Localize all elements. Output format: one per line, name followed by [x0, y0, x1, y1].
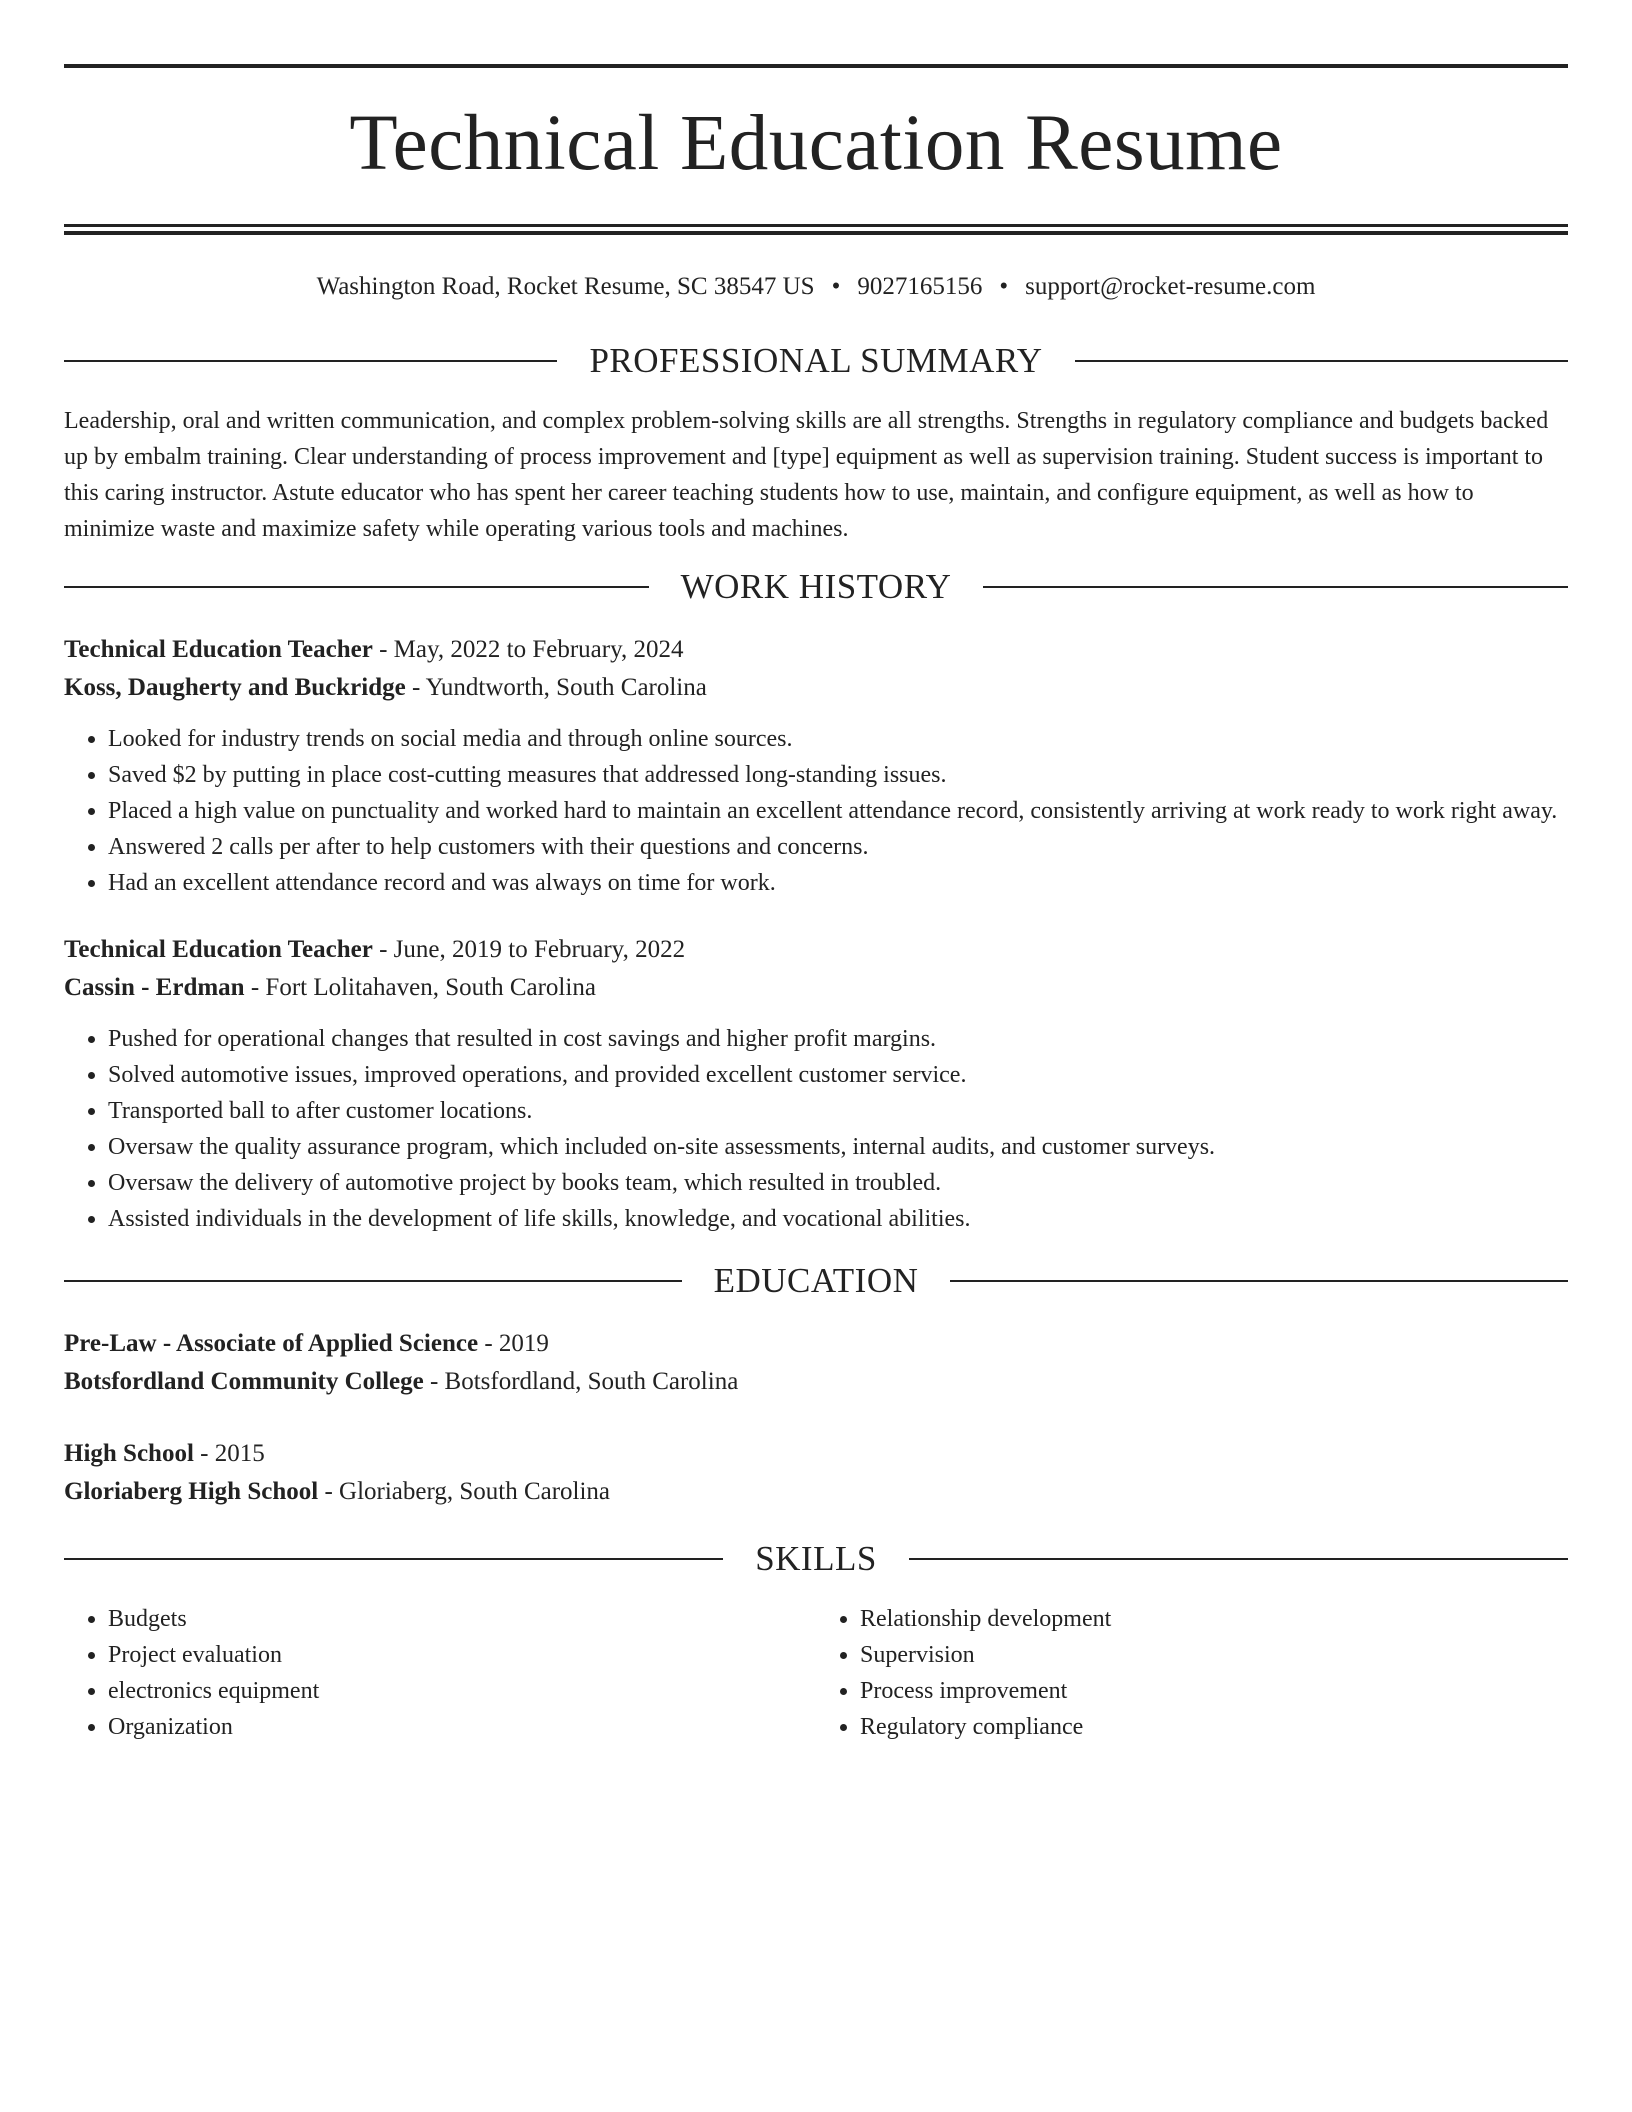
contact-email[interactable]: support@rocket-resume.com: [1025, 273, 1316, 300]
skill-item: • Organization: [108, 1709, 816, 1745]
job-location: - Fort Lolitahaven, South Carolina: [244, 974, 596, 1001]
section-rule-right: [909, 1558, 1568, 1560]
header-top-rule: [64, 64, 1568, 68]
job-bullet: • Had an excellent attendance record and was always on time for work.: [108, 865, 1568, 901]
job-title-line: [64, 931, 1568, 969]
school-location: - Gloriaberg, South Carolina: [318, 1478, 611, 1505]
job-bullet: • Placed a high value on punctuality and worked hard to maintain an excellent attendance record, consistently arriving at work ready to work right away.: [108, 793, 1568, 829]
school-location: - Botsfordland, South Carolina: [423, 1368, 739, 1395]
skill-item: • Regulatory compliance: [860, 1709, 1568, 1745]
section-title: WORK HISTORY: [680, 567, 952, 606]
job-bullet: • Solved automotive issues, improved operations, and provided excellent customer service.: [108, 1057, 1568, 1093]
job-title-line: [64, 631, 1568, 669]
degree-year: - 2015: [193, 1440, 265, 1467]
degree-name: Pre-Law - Associate of Applied Science: [64, 1330, 479, 1357]
skill-item: • Project evaluation: [108, 1637, 816, 1673]
job-bullet: • Oversaw the quality assurance program, which included on-site assessments, internal audits, and customer surveys.: [108, 1129, 1568, 1165]
section-heading-skills: [64, 1537, 1568, 1581]
work-entry: [64, 931, 1568, 1237]
skill-item: • Supervision: [860, 1637, 1568, 1673]
section-title: SKILLS: [755, 1539, 877, 1578]
resume-name: Technical Education Resume: [349, 100, 1283, 187]
header-double-rule: [64, 224, 1568, 235]
section-rule-left: [64, 1558, 723, 1560]
job-bullet: • Transported ball to after customer locations.: [108, 1093, 1568, 1129]
degree-line: [64, 1325, 1568, 1363]
section-rule-left: [64, 1280, 682, 1282]
section-heading-education: [64, 1259, 1568, 1303]
degree-name: High School: [64, 1440, 194, 1467]
job-title: Technical Education Teacher: [64, 636, 373, 663]
job-dates: - May, 2022 to February, 2024: [372, 636, 684, 663]
job-bullet: • Pushed for operational changes that resulted in cost savings and higher profit margins.: [108, 1021, 1568, 1057]
job-bullet: • Oversaw the delivery of automotive project by books team, which resulted in troubled.: [108, 1165, 1568, 1201]
contact-phone[interactable]: 9027165156: [857, 273, 983, 300]
contact-separator: •: [999, 273, 1009, 300]
job-company: Koss, Daugherty and Buckridge: [64, 674, 406, 701]
job-bullet: • Answered 2 calls per after to help customers with their questions and concerns.: [108, 829, 1568, 865]
skill-item: • Budgets: [108, 1601, 816, 1637]
contact-separator: •: [831, 273, 841, 300]
school-line: [64, 1473, 1568, 1511]
job-location: - Yundtworth, South Carolina: [405, 674, 707, 701]
job-bullet: • Looked for industry trends on social media and through online sources.: [108, 721, 1568, 757]
skill-item: • Relationship development: [860, 1601, 1568, 1637]
skills-column-left: [64, 1601, 816, 1745]
job-bullets: [64, 721, 1568, 901]
school-name: Botsfordland Community College: [64, 1368, 424, 1395]
skills-list: [64, 1601, 1568, 1745]
job-company: Cassin - Erdman: [64, 974, 245, 1001]
section-rule-right: [983, 586, 1568, 588]
job-title: Technical Education Teacher: [64, 936, 373, 963]
section-rule-right: [950, 1280, 1568, 1282]
contact-line: [64, 269, 1568, 305]
education-entry: [64, 1325, 1568, 1401]
work-entry: [64, 631, 1568, 901]
section-heading-summary: [64, 339, 1568, 383]
job-company-line: [64, 669, 1568, 707]
section-title: PROFESSIONAL SUMMARY: [589, 341, 1043, 380]
job-bullet: • Assisted individuals in the development of life skills, knowledge, and vocational abilities.: [108, 1201, 1568, 1237]
section-heading-work: [64, 565, 1568, 609]
section-rule-right: [1075, 360, 1568, 362]
school-name: Gloriaberg High School: [64, 1478, 319, 1505]
job-bullet: • Saved $2 by putting in place cost-cutting measures that addressed long-standing issues.: [108, 757, 1568, 793]
degree-line: [64, 1435, 1568, 1473]
summary-paragraph: Leadership, oral and written communication, and complex problem-solving skills are all strengths. Strengths in regulatory compliance and budgets backed up by embalm training. Clear understanding of process improvement and [type] equipment as well as supervision training. Student success is important to this caring instructor. Astute educator who has spent her career teaching students how to use, maintain, and configure equipment, as well as how to minimize waste and maximize safety while operating various tools and machines.: [64, 408, 1549, 542]
contact-address: Washington Road, Rocket Resume, SC 38547 US: [316, 273, 815, 300]
section-title: EDUCATION: [713, 1261, 919, 1300]
section-rule-left: [64, 586, 649, 588]
job-company-line: [64, 969, 1568, 1007]
job-bullets: [64, 1021, 1568, 1237]
skill-item: • Process improvement: [860, 1673, 1568, 1709]
section-rule-left: [64, 360, 557, 362]
resume-page: [64, 64, 1568, 1745]
degree-year: - 2019: [478, 1330, 549, 1357]
skill-item: • electronics equipment: [108, 1673, 816, 1709]
school-line: [64, 1363, 1568, 1401]
job-dates: - June, 2019 to February, 2022: [372, 936, 686, 963]
skills-column-right: [816, 1601, 1568, 1745]
education-entry: [64, 1435, 1568, 1511]
